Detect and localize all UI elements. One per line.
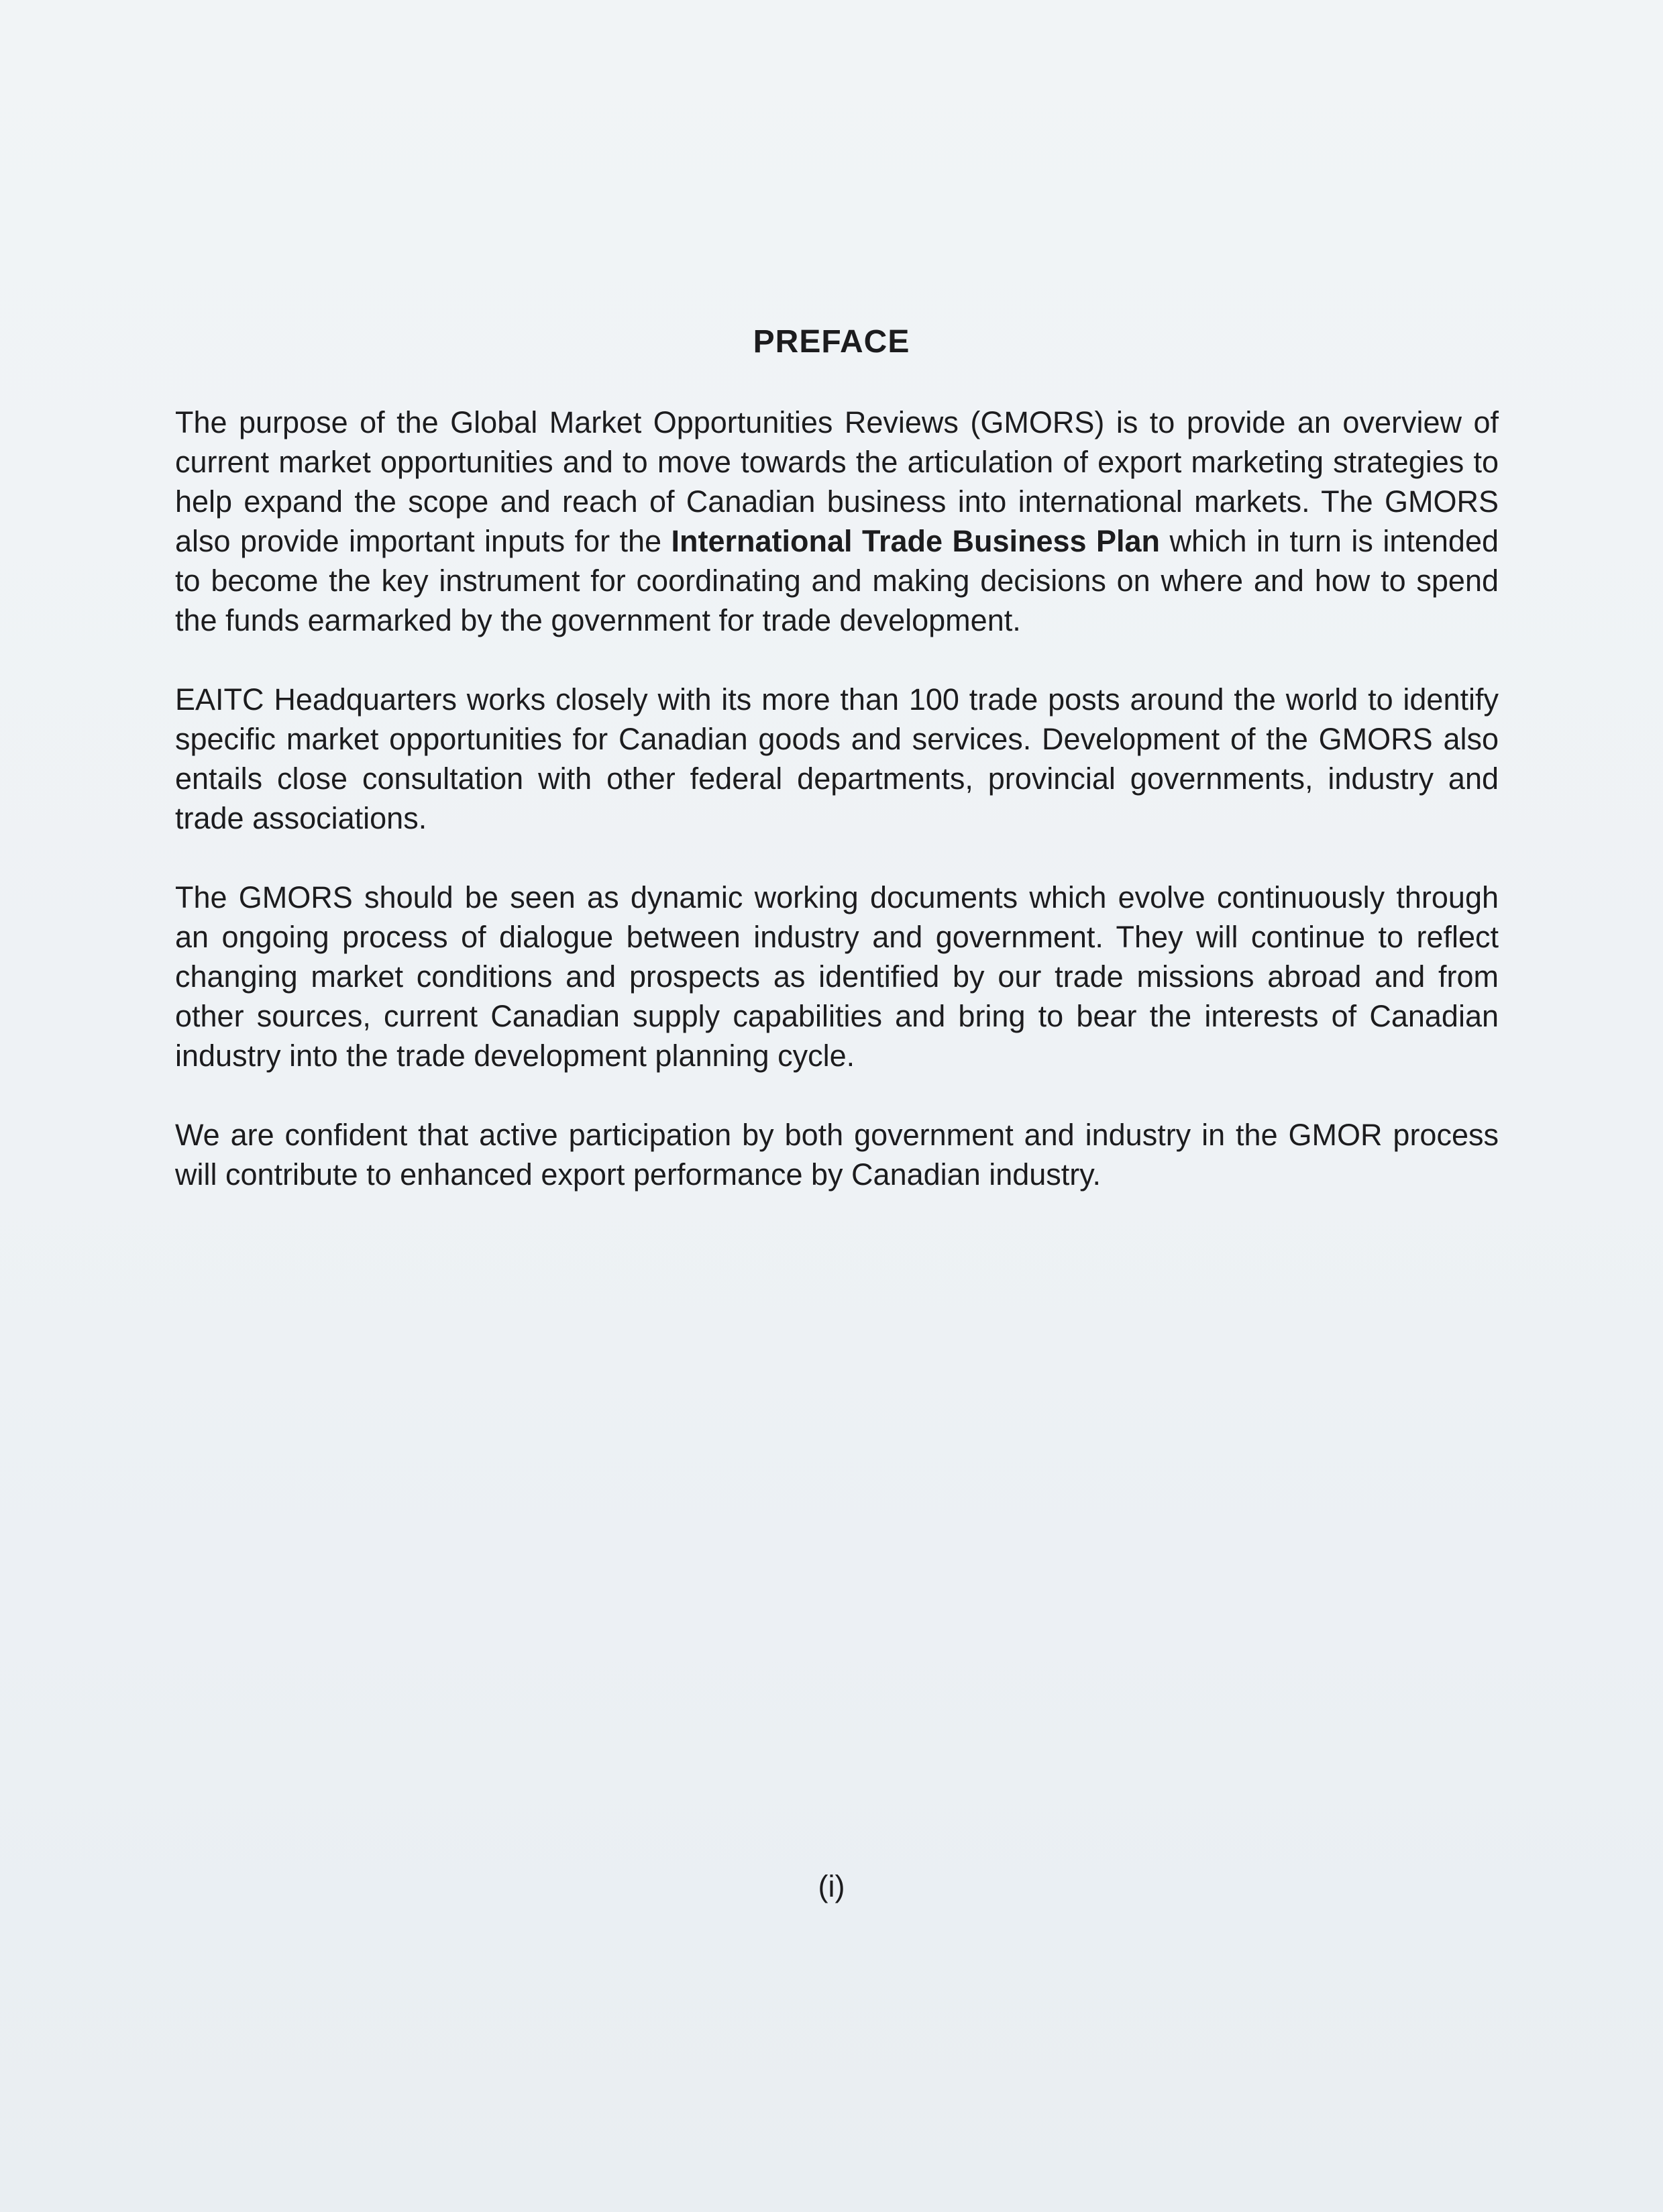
paragraph-purpose-text-end: which in turn is intended to become the key instrument for coordinating and making decisions on where and how to spend the funds earmarked by the government for trade development. <box>175 524 1499 637</box>
page-number: (i) <box>818 1869 845 1903</box>
paragraph-headquarters: EAITC Headquarters works closely with its more than 100 trade posts around the world to identify specific market opportunities for Canadian goods and services. Development of the GMORS also entails close consultation with other federal departments, provincial governments, industry and trade associations. <box>175 682 1499 835</box>
paragraph-purpose <box>175 403 1499 640</box>
document-body <box>175 403 1499 1234</box>
paragraph-confidence: We are confident that active participation by both government and industry in the GMOR process will contribute to enhanced export performance by Canadian industry. <box>175 1118 1499 1192</box>
page-title: PREFACE <box>753 324 910 360</box>
business-plan-emphasis: International Trade Business Plan <box>671 524 1161 558</box>
paragraph-purpose-text-start: The purpose of the Global Market Opportunities Reviews (GMORS) is to provide an overview of current market opportunities and to move towards the articulation of export marketing strategies to help expand the scope and reach of Canadian business into international markets. The GMORS also provide important inputs for the <box>175 405 1499 558</box>
paragraph-dynamic-documents: The GMORS should be seen as dynamic working documents which evolve continuously through an ongoing process of dialogue between industry and government. They will continue to reflect changing market conditions and prospects as identified by our trade missions abroad and from other sources, current Canadian supply capabilities and bring to bear the interests of Canadian industry into the trade development planning cycle. <box>175 880 1499 1073</box>
